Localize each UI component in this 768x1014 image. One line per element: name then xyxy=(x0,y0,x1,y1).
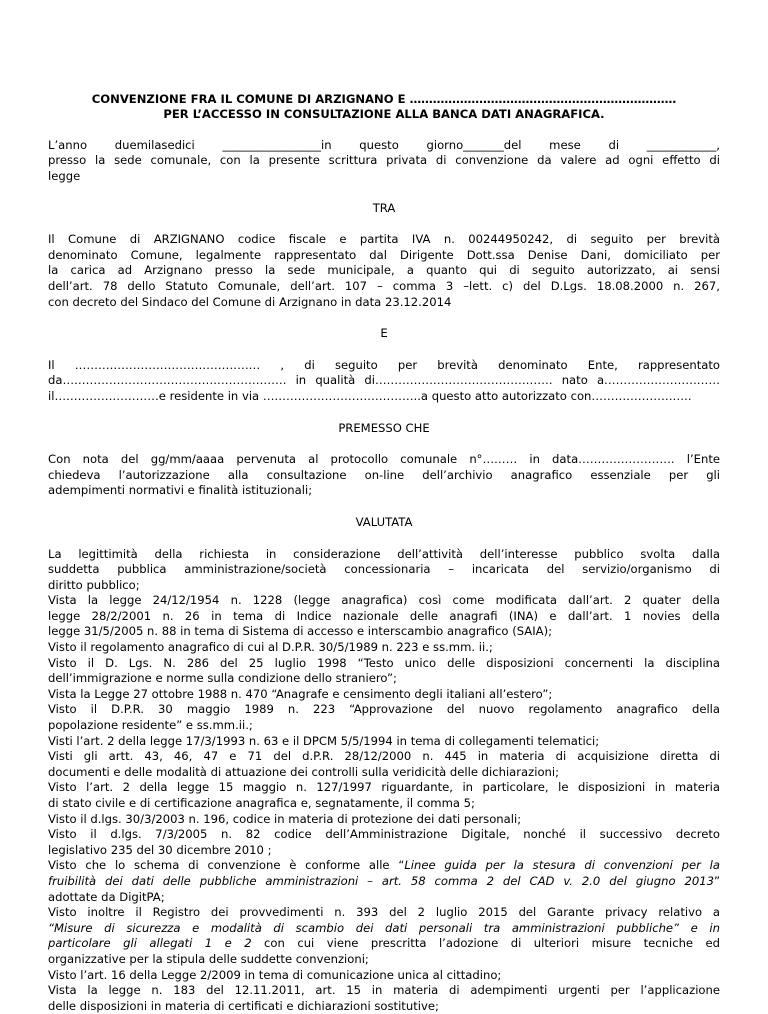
ente-line-1: Il ………………………………………… , di seguito per brevità denominato Ente, rappresentato xyxy=(48,358,720,374)
premessa-line-2: chiedeva l’autorizzazione alla consultazione on-line dell’archivio anagrafico essenziale per gli xyxy=(48,468,720,484)
intro-paragraph xyxy=(48,138,720,185)
body-line: diritto pubblico; xyxy=(48,578,720,594)
registro-post-3: con cui viene prescritta l’adozione di ulteriori misure tecniche ed xyxy=(252,936,720,950)
body-line: di stato civile e di certificazione anagrafica e, segnatamente, il comma 5; xyxy=(48,796,720,812)
linee-guida-line-2 xyxy=(48,874,720,890)
body-paragraph xyxy=(48,547,720,1014)
heading-valutata: VALUTATA xyxy=(48,515,720,531)
body-line: legge 31/5/2005 n. 88 in tema di Sistema di accesso e interscambio anagrafico (SAIA); xyxy=(48,624,720,640)
body-line: Visto il D.P.R. 30 maggio 1989 n. 223 “Approvazione del nuovo regolamento anagrafico della xyxy=(48,702,720,718)
heading-e: E xyxy=(48,326,720,342)
comune-line-3: la carica ad Arzignano presso la sede municipale, a quanto qui di seguito autorizzato, ai sensi xyxy=(48,263,720,279)
tail-line: Vista la legge n. 183 del 12.11.2011, art. 15 in materia di adempimenti urgenti per l’applicazione xyxy=(48,983,720,999)
tail-line: Visto l’art. 16 della Legge 2/2009 in tema di comunicazione unica al cittadino; xyxy=(48,968,720,984)
premessa-line-3: adempimenti normativi e finalità istituzionali; xyxy=(48,483,720,499)
body-line: suddetta pubblica amministrazione/società concessionaria – incaricata del servizio/organismo di xyxy=(48,562,720,578)
body-line: popolazione residente” e ss.mm.ii.; xyxy=(48,718,720,734)
registro-line-3 xyxy=(48,936,720,952)
ente-paragraph xyxy=(48,358,720,405)
comune-paragraph xyxy=(48,232,720,310)
comune-line-1: Il Comune di ARZIGNANO codice fiscale e partita IVA n. 00244950242, di seguito per brevità xyxy=(48,232,720,248)
body-line: legge 28/2/2001 n. 26 in tema di Indice nazionale delle anagrafi (INA) e dall’art. 1 novies della xyxy=(48,609,720,625)
ente-line-2: da…………………………………………………. in qualità di………………………………………. nato a………………………… xyxy=(48,373,720,389)
comune-line-5: con decreto del Sindaco del Comune di Arzignano in data 23.12.2014 xyxy=(48,295,720,311)
ente-line-3: il………………………e residente in via …………………………………..a questo atto autorizzato con…………………….. xyxy=(48,389,720,405)
body-line: dell’immigrazione e norme sulla condizione dello straniero”; xyxy=(48,671,720,687)
body-line: Vista la legge 24/12/1954 n. 1228 (legge anagrafica) così come modificata dall’art. 2 quater della xyxy=(48,593,720,609)
body-line: La legittimità della richiesta in considerazione dell’attività dell’interesse pubblico svolta dalla xyxy=(48,547,720,563)
intro-line-3: legge xyxy=(48,169,720,185)
linee-guida-line-1 xyxy=(48,858,720,874)
linee-guida-title-part-1: Linee guida per la stesura di convenzioni per la xyxy=(404,858,720,872)
linee-guida-close-quote: ” xyxy=(714,874,720,888)
registro-italic-2: “Misure di sicurezza e modalità di scambio dei dati personali tra amministrazioni pubbliche” e in xyxy=(48,921,720,935)
body-line: Visti l’art. 2 della legge 17/3/1993 n. 63 e il DPCM 5/5/1994 in tema di collegamenti telematici; xyxy=(48,734,720,750)
linee-guida-line-3: adottate da DigitPA; xyxy=(48,890,720,906)
premessa-line-1: Con nota del gg/mm/aaaa pervenuta al protocollo comunale n°……… in data……………………. l’Ente xyxy=(48,452,720,468)
body-line: Visto il regolamento anagrafico di cui al D.P.R. 30/5/1989 n. 223 e ss.mm. ii.; xyxy=(48,640,720,656)
registro-line-1: Visto inoltre il Registro dei provvedimenti n. 393 del 2 luglio 2015 del Garante privacy relativo a xyxy=(48,905,720,921)
title-line-1: CONVENZIONE FRA IL COMUNE DI ARZIGNANO E …………………………………………………………… xyxy=(48,92,720,107)
premessa-paragraph xyxy=(48,452,720,499)
comune-line-4: dell’art. 78 dello Statuto Comunale, dell’art. 107 – comma 3 –lett. c) del D.Lgs. 18.08.2000 n. 267, xyxy=(48,279,720,295)
document-page xyxy=(48,92,720,1014)
title-line-2: PER L’ACCESSO IN CONSULTAZIONE ALLA BANCA DATI ANAGRAFICA. xyxy=(48,107,720,122)
tail-line: delle disposizioni in materia di certificati e dichiarazioni sostitutive; xyxy=(48,999,720,1014)
registro-line-2 xyxy=(48,921,720,937)
document-title xyxy=(48,92,720,123)
body-line: Visto il d.lgs. 30/3/2003 n. 196, codice in materia di protezione dei dati personali; xyxy=(48,812,720,828)
registro-line-4: organizzative per la stipula delle suddette convenzioni; xyxy=(48,952,720,968)
intro-line-1: L’anno duemilasedici _________________in questo giorno_______del mese di ____________, xyxy=(48,138,720,154)
intro-line-2: presso la sede comunale, con la presente scrittura privata di convenzione da valere ad ogni effetto di xyxy=(48,153,720,169)
linee-guida-title-part-2: fruibilità dei dati delle pubbliche amministrazioni – art. 58 comma 2 del CAD v. 2.0 del giugno 2013 xyxy=(48,874,714,888)
heading-tra: TRA xyxy=(48,201,720,217)
linee-guida-pre: Visto che lo schema di convenzione è conforme alle “ xyxy=(48,858,404,872)
body-line: Visto il D. Lgs. N. 286 del 25 luglio 1998 “Testo unico delle disposizioni concernenti la disciplina xyxy=(48,656,720,672)
body-line: Visto il d.lgs. 7/3/2005 n. 82 codice dell’Amministrazione Digitale, nonché il successivo decreto xyxy=(48,827,720,843)
comune-line-2: denominato Comune, legalmente rappresentato dal Dirigente Dott.ssa Denise Dani, domiciliato per xyxy=(48,248,720,264)
heading-premesso: PREMESSO CHE xyxy=(48,421,720,437)
body-line: Visti gli artt. 43, 46, 47 e 71 del d.P.R. 28/12/2000 n. 445 in materia di acquisizione diretta di xyxy=(48,749,720,765)
body-line: documenti e delle modalità di attuazione dei controlli sulla veridicità delle dichiarazioni; xyxy=(48,765,720,781)
registro-italic-3: particolare gli allegati 1 e 2 xyxy=(48,936,252,950)
body-line: legislativo 235 del 30 dicembre 2010 ; xyxy=(48,843,720,859)
body-line: Vista la Legge 27 ottobre 1988 n. 470 “Anagrafe e censimento degli italiani all’estero”; xyxy=(48,687,720,703)
body-line: Visto l’art. 2 della legge 15 maggio n. 127/1997 riguardante, in particolare, le disposizioni in materia xyxy=(48,780,720,796)
